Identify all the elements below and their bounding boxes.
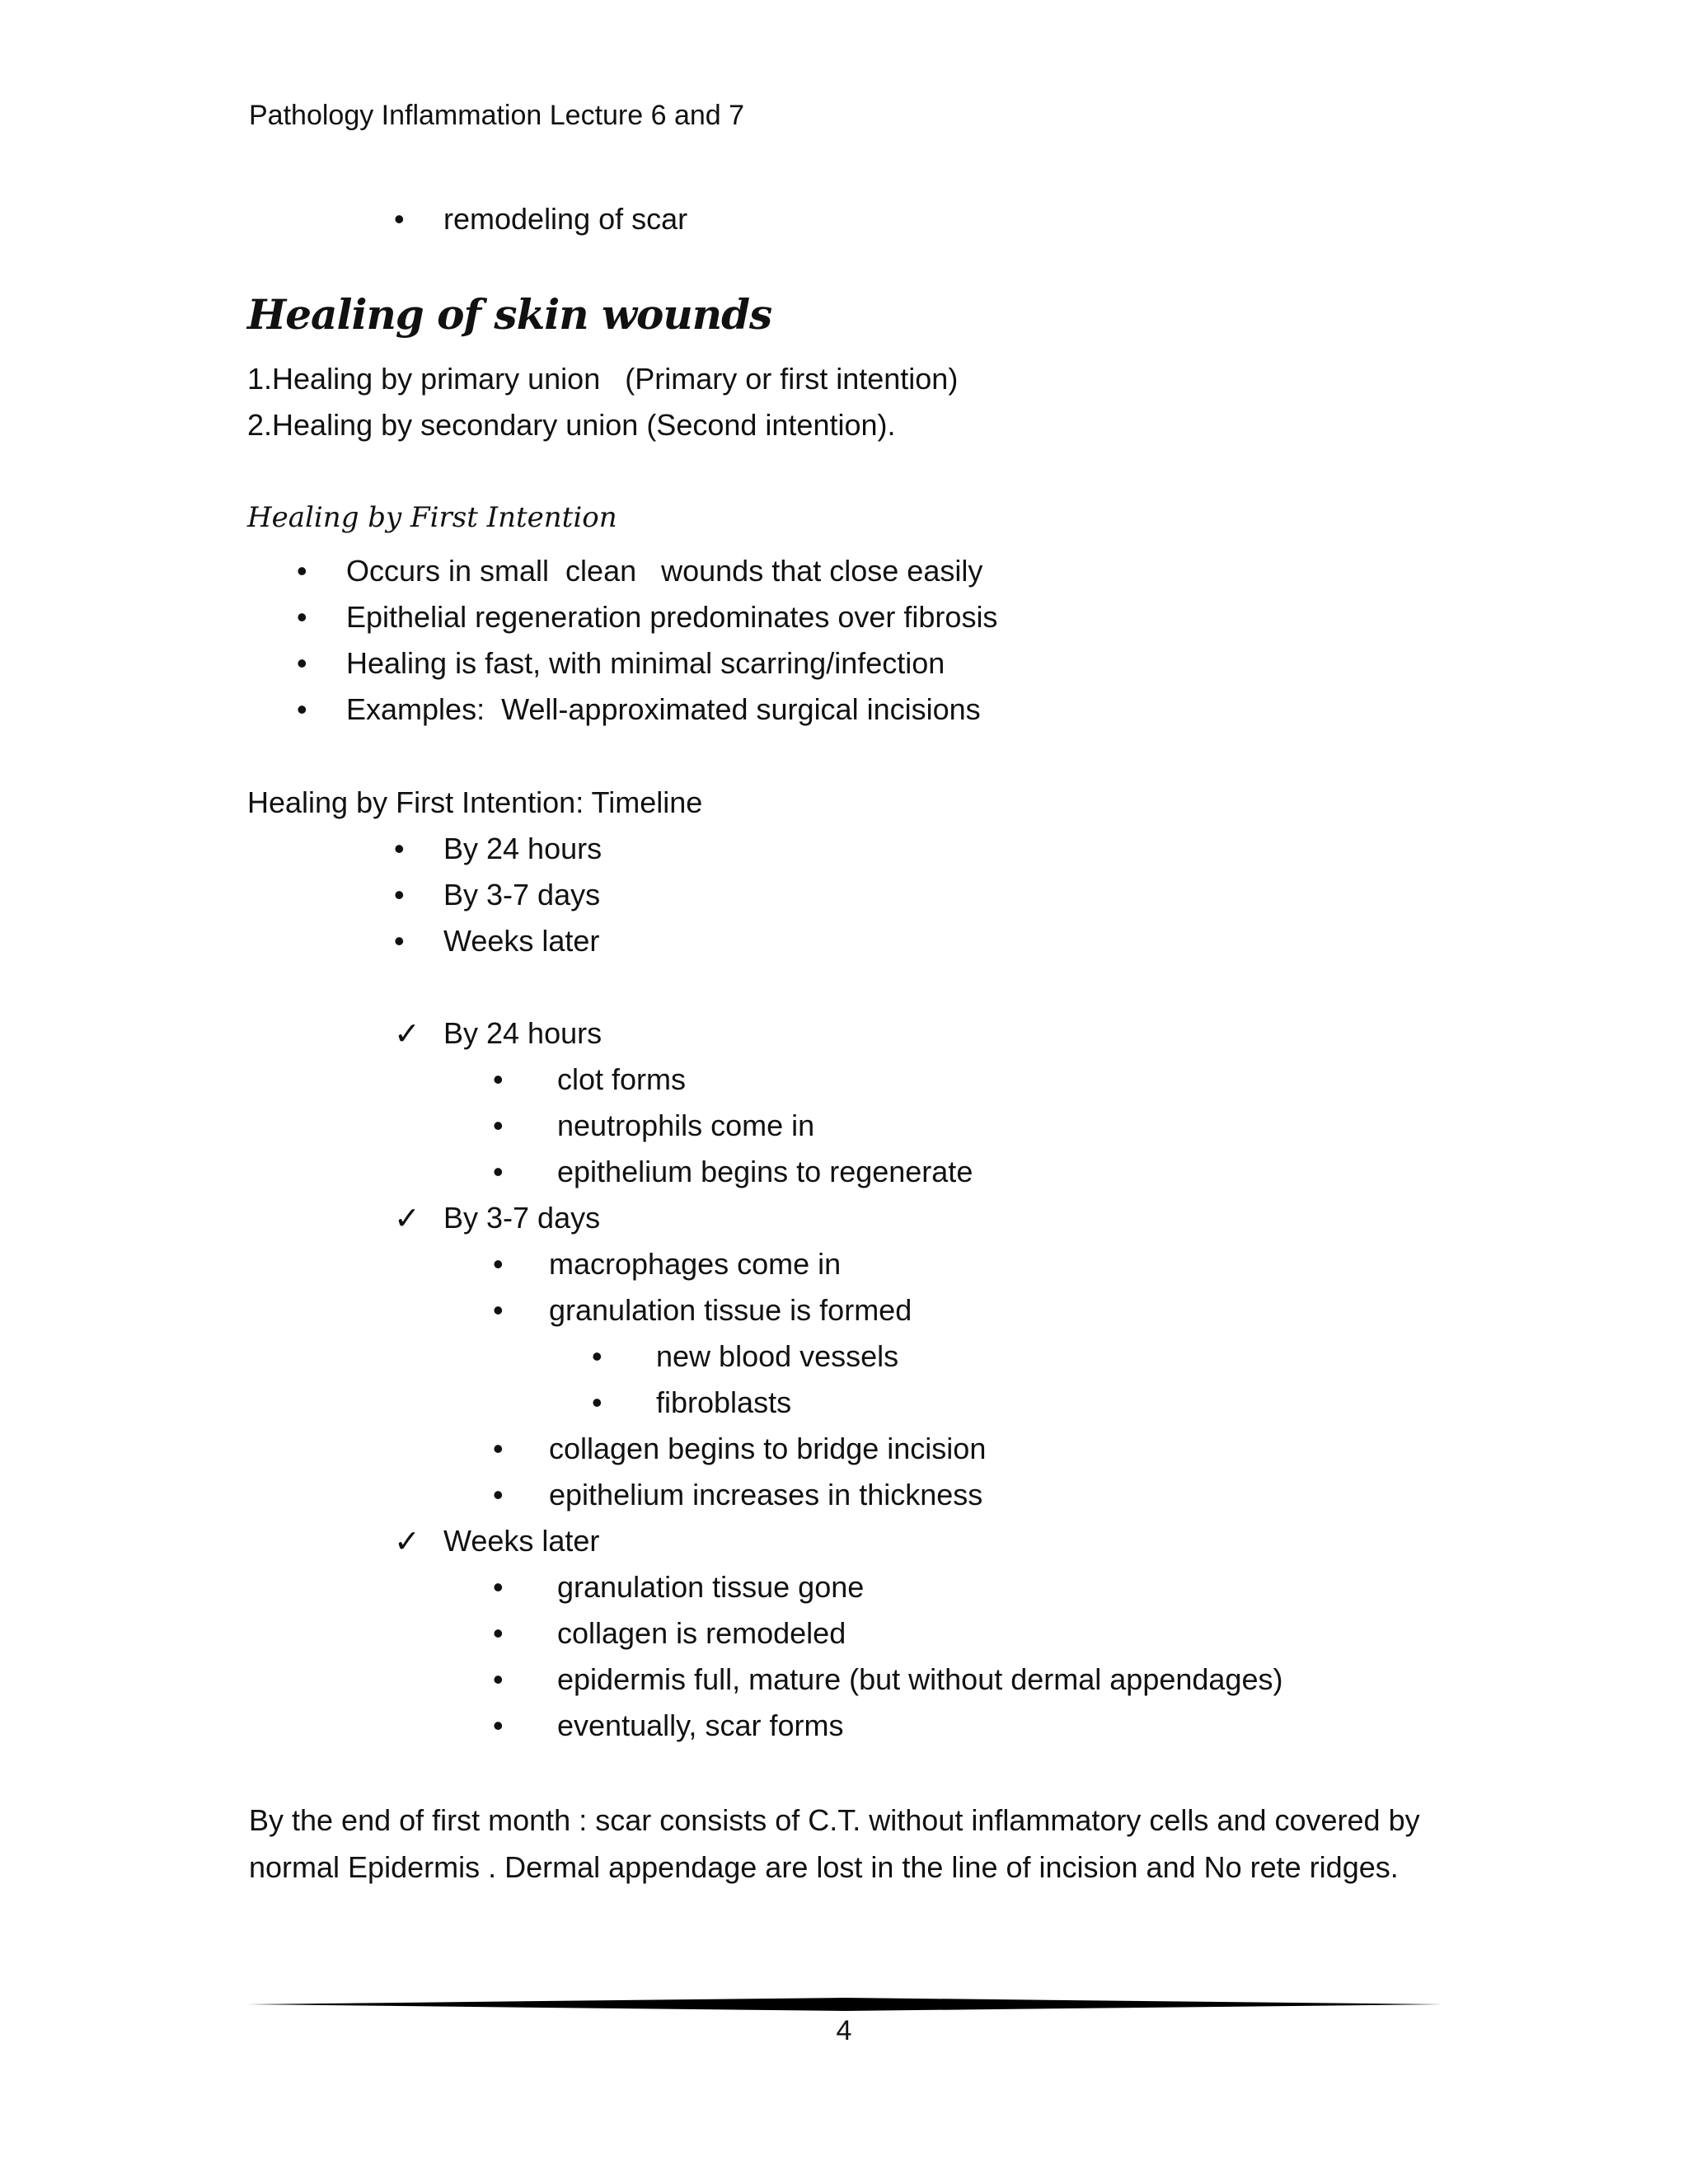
- bullet-icon: •: [297, 600, 307, 634]
- checkmark-icon: ✓: [394, 1523, 420, 1559]
- bullet-icon: •: [493, 1662, 504, 1696]
- bullet-icon: •: [493, 1570, 504, 1604]
- bullet-icon: •: [493, 1708, 504, 1742]
- list-item: remodeling of scar: [443, 202, 688, 236]
- list-item: epithelium increases in thickness: [549, 1478, 983, 1511]
- bullet-icon: •: [493, 1616, 504, 1650]
- timeline-stage-label: By 3-7 days: [443, 1201, 601, 1235]
- checkmark-icon: ✓: [394, 1200, 420, 1236]
- list-item: Healing is fast, with minimal scarring/infection: [346, 646, 945, 680]
- bullet-icon: •: [493, 1293, 504, 1327]
- checkmark-icon: ✓: [394, 1015, 420, 1052]
- page-number: 4: [836, 2015, 852, 2046]
- list-item: collagen begins to bridge incision: [549, 1432, 987, 1465]
- list-item: new blood vessels: [656, 1339, 899, 1373]
- list-item: Examples: Well-approximated surgical incisions: [346, 692, 981, 726]
- list-item: eventually, scar forms: [557, 1708, 844, 1742]
- bullet-icon: •: [592, 1385, 603, 1419]
- list-item: 2.Healing by secondary union (Second intention).: [247, 408, 896, 442]
- list-item: Weeks later: [443, 924, 600, 958]
- list-item: epidermis full, mature (but without dermal appendages): [557, 1662, 1283, 1696]
- bullet-icon: •: [493, 1247, 504, 1281]
- list-item: By 3-7 days: [443, 878, 601, 912]
- bullet-icon: •: [297, 646, 307, 680]
- list-item: macrophages come in: [549, 1247, 842, 1281]
- bullet-icon: •: [493, 1478, 504, 1511]
- list-item: By 24 hours: [443, 832, 603, 865]
- bullet-icon: •: [394, 832, 405, 865]
- footer-divider: [247, 1994, 1442, 2014]
- list-item: fibroblasts: [656, 1385, 792, 1419]
- list-item: epithelium begins to regenerate: [557, 1155, 973, 1188]
- bullet-icon: •: [493, 1062, 504, 1096]
- section-title: Healing of skin wounds: [247, 290, 772, 339]
- bullet-icon: •: [493, 1432, 504, 1465]
- list-item: granulation tissue gone: [557, 1570, 865, 1604]
- timeline-stage-label: Weeks later: [443, 1524, 600, 1558]
- bullet-icon: •: [493, 1108, 504, 1142]
- subsection-title: Healing by First Intention: [247, 501, 617, 534]
- bullet-icon: •: [394, 202, 405, 236]
- list-item: 1.Healing by primary union (Primary or first intention): [247, 362, 959, 396]
- list-item: collagen is remodeled: [557, 1616, 846, 1650]
- list-item: Occurs in small clean wounds that close easily: [346, 554, 983, 588]
- bullet-icon: •: [297, 692, 307, 726]
- timeline-stage-label: By 24 hours: [443, 1016, 603, 1050]
- list-item: granulation tissue is formed: [549, 1293, 912, 1327]
- bullet-icon: •: [493, 1155, 504, 1188]
- bullet-icon: •: [297, 554, 307, 588]
- bullet-icon: •: [394, 878, 405, 912]
- closing-paragraph: By the end of first month : scar consists of C.T. without inflammatory cells and covered by normal Epidermis . Dermal appendage are lost in the line of incision and No rete ridges.: [249, 1803, 1420, 1884]
- list-item: clot forms: [557, 1062, 687, 1096]
- bullet-icon: •: [592, 1339, 603, 1373]
- bullet-icon: •: [394, 924, 405, 958]
- timeline-title: Healing by First Intention: Timeline: [247, 785, 703, 819]
- list-item: Epithelial regeneration predominates over fibrosis: [346, 600, 998, 634]
- list-item: neutrophils come in: [557, 1108, 815, 1142]
- page-header: Pathology Inflammation Lecture 6 and 7: [249, 100, 745, 131]
